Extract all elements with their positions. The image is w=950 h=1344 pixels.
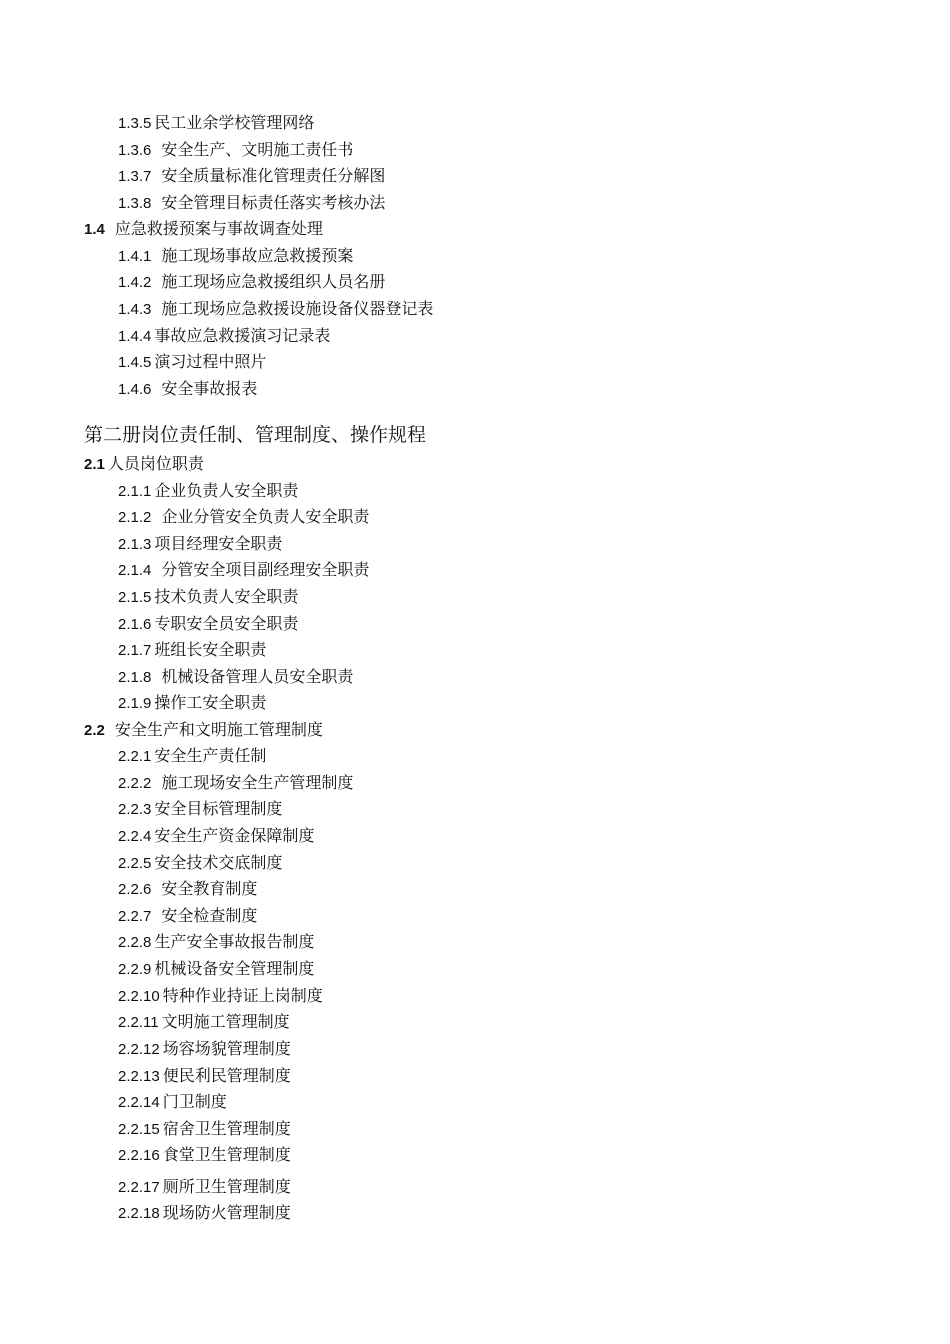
toc-entry-title: 场容场貌管理制度 bbox=[162, 1039, 291, 1058]
toc-entry-title: 施工现场应急救援设施设备仪器登记表 bbox=[161, 299, 434, 318]
section-number: 2.2 bbox=[84, 722, 105, 739]
toc-entry-number: 1.4.5 bbox=[118, 354, 152, 371]
toc-entry bbox=[118, 906, 257, 927]
toc-entry-title: 民工业余学校管理网络 bbox=[154, 113, 315, 132]
section-title: 应急救援预案与事故调查处理 bbox=[114, 219, 323, 238]
toc-entry bbox=[118, 140, 353, 161]
toc-entry bbox=[118, 746, 266, 767]
toc-entry-title: 机械设备安全管理制度 bbox=[154, 959, 315, 978]
toc-section-heading bbox=[84, 219, 323, 240]
toc-entry bbox=[118, 166, 385, 187]
toc-entry-title: 技术负责人安全职责 bbox=[154, 587, 299, 606]
toc-section-heading bbox=[84, 720, 323, 741]
toc-entry-title: 文明施工管理制度 bbox=[161, 1012, 290, 1031]
toc-entry bbox=[118, 1092, 227, 1113]
toc-entry-number: 2.2.7 bbox=[118, 908, 152, 925]
toc-entry-number: 2.1.6 bbox=[118, 616, 152, 633]
toc-entry bbox=[118, 667, 353, 688]
toc-entry-number: 2.2.15 bbox=[118, 1121, 160, 1138]
toc-entry-title: 安全管理目标责任落实考核办法 bbox=[161, 193, 386, 212]
toc-entry-title: 施工现场事故应急救援预案 bbox=[161, 246, 354, 265]
toc-entry bbox=[118, 1177, 291, 1198]
toc-entry-number: 2.2.14 bbox=[118, 1094, 160, 1111]
toc-entry-number: 1.3.6 bbox=[118, 142, 152, 159]
toc-entry bbox=[118, 879, 257, 900]
toc-entry bbox=[118, 272, 385, 293]
toc-entry-title: 事故应急救援演习记录表 bbox=[154, 326, 331, 345]
section-title: 安全生产和文明施工管理制度 bbox=[114, 720, 323, 739]
toc-entry bbox=[118, 113, 314, 134]
toc-entry bbox=[118, 1119, 291, 1140]
toc-entry-number: 1.3.7 bbox=[118, 168, 152, 185]
toc-entry bbox=[118, 507, 369, 528]
toc-section-heading bbox=[84, 454, 204, 475]
toc-entry bbox=[118, 246, 353, 267]
toc-entry-number: 2.2.17 bbox=[118, 1179, 160, 1196]
toc-entry-title: 门卫制度 bbox=[162, 1092, 227, 1111]
toc-entry-title: 安全生产、文明施工责任书 bbox=[161, 140, 354, 159]
toc-entry-number: 2.2.2 bbox=[118, 775, 152, 792]
toc-entry-title: 安全技术交底制度 bbox=[154, 853, 283, 872]
toc-entry-number: 2.1.5 bbox=[118, 589, 152, 606]
toc-entry-number: 2.2.8 bbox=[118, 934, 152, 951]
toc-entry bbox=[118, 560, 369, 581]
toc-entry-number: 2.1.4 bbox=[118, 562, 152, 579]
toc-entry-title: 施工现场安全生产管理制度 bbox=[161, 773, 354, 792]
toc-entry-title: 企业分管安全负责人安全职责 bbox=[161, 507, 370, 526]
toc-entry bbox=[118, 614, 298, 635]
toc-entry bbox=[118, 352, 266, 373]
toc-entry-title: 现场防火管理制度 bbox=[162, 1203, 291, 1222]
toc-entry-number: 2.2.10 bbox=[118, 988, 160, 1005]
toc-entry-number: 1.4.1 bbox=[118, 248, 152, 265]
toc-entry-number: 1.4.6 bbox=[118, 381, 152, 398]
toc-entry-number: 2.1.1 bbox=[118, 483, 152, 500]
toc-entry-number: 2.2.1 bbox=[118, 748, 152, 765]
toc-entry-number: 2.2.18 bbox=[118, 1205, 160, 1222]
toc-entry-title: 专职安全员安全职责 bbox=[154, 614, 299, 633]
toc-entry-title: 项目经理安全职责 bbox=[154, 534, 283, 553]
toc-entry-title: 安全检查制度 bbox=[161, 906, 258, 925]
toc-entry-number: 1.3.8 bbox=[118, 195, 152, 212]
toc-entry bbox=[118, 693, 266, 714]
toc-entry bbox=[118, 1145, 291, 1166]
toc-entry-title: 演习过程中照片 bbox=[154, 352, 267, 371]
toc-entry-title: 安全目标管理制度 bbox=[154, 799, 283, 818]
toc-entry bbox=[118, 773, 353, 794]
toc-entry-number: 2.1.2 bbox=[118, 509, 152, 526]
toc-entry-title: 班组长安全职责 bbox=[154, 640, 267, 659]
section-number: 1.4 bbox=[84, 221, 105, 238]
toc-entry-title: 宿舍卫生管理制度 bbox=[162, 1119, 291, 1138]
toc-entry-title: 分管安全项目副经理安全职责 bbox=[161, 560, 370, 579]
section-title: 人员岗位职责 bbox=[107, 454, 204, 473]
toc-entry bbox=[118, 481, 298, 502]
toc-entry-number: 1.4.3 bbox=[118, 301, 152, 318]
toc-entry-number: 1.3.5 bbox=[118, 115, 152, 132]
toc-entry-number: 2.2.9 bbox=[118, 961, 152, 978]
toc-entry-title: 安全事故报表 bbox=[161, 379, 258, 398]
toc-entry-number: 2.2.5 bbox=[118, 855, 152, 872]
toc-entry bbox=[118, 379, 257, 400]
toc-entry-title: 便民利民管理制度 bbox=[162, 1066, 291, 1085]
toc-entry-title: 操作工安全职责 bbox=[154, 693, 267, 712]
toc-entry bbox=[118, 299, 433, 320]
toc-entry bbox=[118, 640, 266, 661]
toc-entry bbox=[118, 587, 298, 608]
toc-entry-number: 2.1.8 bbox=[118, 669, 152, 686]
toc-entry-number: 2.1.9 bbox=[118, 695, 152, 712]
toc-entry-title: 施工现场应急救援组织人员名册 bbox=[161, 272, 386, 291]
toc-entry bbox=[118, 1066, 291, 1087]
toc-entry bbox=[118, 959, 314, 980]
toc-entry bbox=[118, 799, 282, 820]
toc-entry-number: 2.1.3 bbox=[118, 536, 152, 553]
toc-entry-title: 厕所卫生管理制度 bbox=[162, 1177, 291, 1196]
toc-entry bbox=[118, 1012, 290, 1033]
toc-entry-number: 2.2.11 bbox=[118, 1014, 159, 1031]
toc-entry-number: 1.4.2 bbox=[118, 274, 152, 291]
toc-entry bbox=[118, 826, 314, 847]
toc-entry-number: 1.4.4 bbox=[118, 328, 152, 345]
toc-entry bbox=[118, 986, 323, 1007]
toc-entry-number: 2.2.3 bbox=[118, 801, 152, 818]
toc-entry-title: 企业负责人安全职责 bbox=[154, 481, 299, 500]
toc-entry-number: 2.2.16 bbox=[118, 1147, 160, 1164]
toc-entry-number: 2.2.6 bbox=[118, 881, 152, 898]
toc-entry-title: 安全生产资金保障制度 bbox=[154, 826, 315, 845]
toc-entry bbox=[118, 193, 385, 214]
toc-entry bbox=[118, 326, 330, 347]
toc-entry-number: 2.1.7 bbox=[118, 642, 152, 659]
toc-entry-title: 安全质量标准化管理责任分解图 bbox=[161, 166, 386, 185]
toc-entry-number: 2.2.13 bbox=[118, 1068, 160, 1085]
toc-entry-number: 2.2.12 bbox=[118, 1041, 160, 1058]
section-number: 2.1 bbox=[84, 456, 105, 473]
toc-entry-title: 生产安全事故报告制度 bbox=[154, 932, 315, 951]
toc-entry-title: 安全生产责任制 bbox=[154, 746, 267, 765]
toc-entry-number: 2.2.4 bbox=[118, 828, 152, 845]
toc-entry bbox=[118, 853, 282, 874]
toc-entry-title: 安全教育制度 bbox=[161, 879, 258, 898]
toc-entry bbox=[118, 932, 314, 953]
toc-entry-title: 特种作业持证上岗制度 bbox=[162, 986, 323, 1005]
toc-entry bbox=[118, 1039, 291, 1060]
toc-entry-title: 食堂卫生管理制度 bbox=[162, 1145, 291, 1164]
toc-entry-title: 机械设备管理人员安全职责 bbox=[161, 667, 354, 686]
toc-entry bbox=[118, 1203, 291, 1224]
toc-entry bbox=[118, 534, 282, 555]
volume-title: 第二册岗位责任制、管理制度、操作规程 bbox=[84, 424, 427, 446]
